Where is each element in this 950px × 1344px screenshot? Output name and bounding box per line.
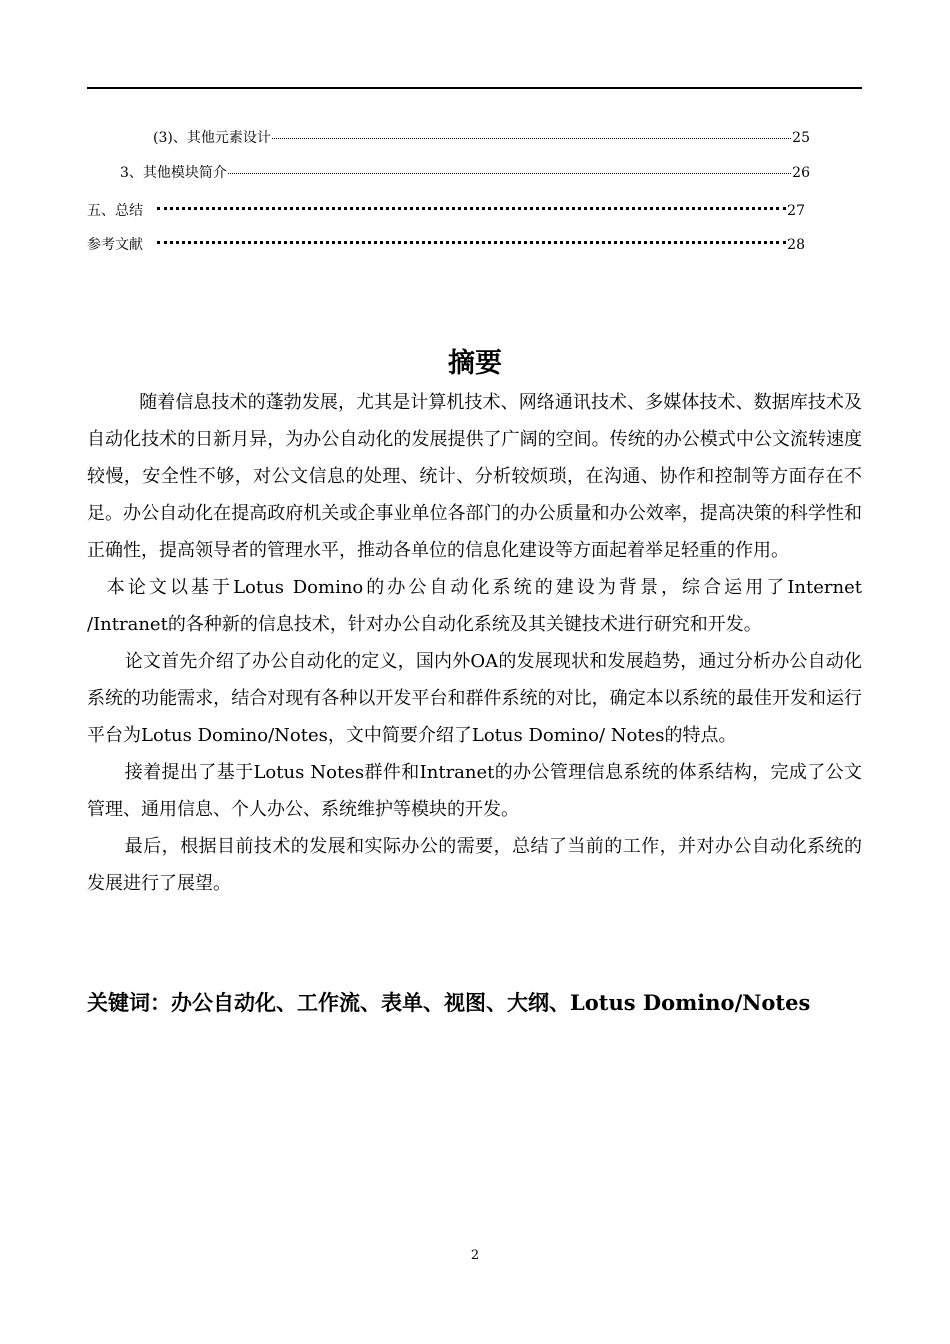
toc-dot-leader bbox=[228, 159, 791, 174]
toc-dot-leader bbox=[157, 227, 786, 244]
toc-entry-page: 26 bbox=[792, 165, 810, 181]
toc-entry-3-3[interactable] bbox=[153, 127, 810, 148]
header-rule bbox=[87, 87, 862, 89]
abstract-paragraph: 随着信息技术的蓬勃发展，尤其是计算机技术、网络通讯技术、多媒体技术、数据库技术及自动化技术的日新月异，为办公自动化的发展提供了广阔的空间。传统的办公模式中公文流转速度较慢，安全性不够，对公文信息的处理、统计、分析较烦琐，在沟通、协作和控制等方面存在不足。办公自动化在提高政府机关或企事业单位各部门的办公质量和办公效率，提高决策的科学性和正确性，提高领导者的管理水平，推动各单位的信息化建设等方面起着举足轻重的作用。 bbox=[87, 392, 862, 561]
abstract-body bbox=[87, 384, 862, 902]
toc-dot-leader bbox=[157, 193, 786, 210]
toc-entry-page: 25 bbox=[792, 130, 810, 146]
keywords-line: 关键词：办公自动化、工作流、表单、视图、大纲、Lotus Domino/Notes bbox=[87, 990, 811, 1015]
abstract-paragraph: 最后，根据目前技术的发展和实际办公的需要，总结了当前的工作，并对办公自动化系统的发展进行了展望。 bbox=[87, 836, 862, 894]
toc-entry-label: 五、总结 bbox=[87, 203, 143, 219]
abstract-paragraph: 接着提出了基于Lotus Notes群件和Intranet的办公管理信息系统的体系结构，完成了公文管理、通用信息、个人办公、系统维护等模块的开发。 bbox=[87, 762, 862, 820]
toc-entry-page: 27 bbox=[787, 203, 805, 219]
toc-entry-label: 3、其他模块简介 bbox=[120, 165, 227, 181]
toc-entry-label: 参考文献 bbox=[87, 237, 143, 253]
toc-entry-summary[interactable] bbox=[87, 198, 805, 221]
abstract-title: 摘要 bbox=[448, 348, 502, 379]
toc-dot-leader bbox=[272, 124, 791, 139]
abstract-paragraph: 论文首先介绍了办公自动化的定义，国内外OA的发展现状和发展趋势，通过分析办公自动化系统的功能需求，结合对现有各种以开发平台和群件系统的对比，确定本以系统的最佳开发和运行平台为Lotus Domino/Notes，文中简要介绍了Lotus Domino/ Notes的特点。 bbox=[87, 651, 862, 746]
toc-entry-page: 28 bbox=[787, 237, 805, 253]
page-number: 2 bbox=[470, 1248, 480, 1263]
abstract-paragraph: 本论文以基于Lotus Domino的办公自动化系统的建设为背景，综合运用了Internet /Intranet的各种新的信息技术，针对办公自动化系统及其关键技术进行研究和开发。 bbox=[87, 577, 862, 635]
toc-entry-references[interactable] bbox=[87, 232, 805, 255]
toc-entry-label: (3)、其他元素设计 bbox=[153, 130, 271, 146]
toc-entry-other-modules[interactable] bbox=[120, 162, 810, 183]
